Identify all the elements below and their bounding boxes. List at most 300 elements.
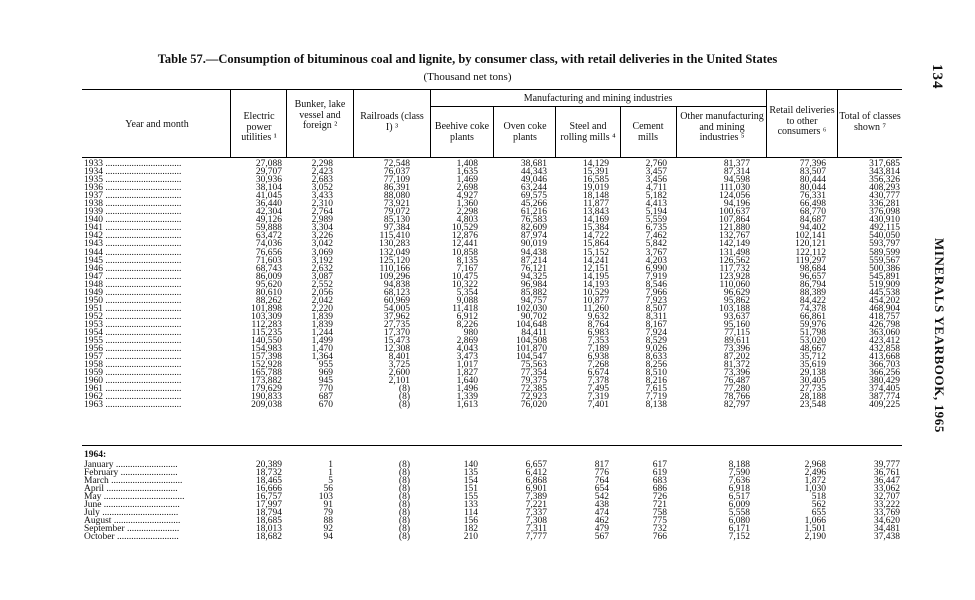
table-cell: (8) bbox=[398, 468, 410, 479]
table-cell: 130,283 bbox=[379, 239, 410, 250]
table-cell: 12,876 bbox=[451, 231, 478, 242]
table-cell: 8,401 bbox=[388, 352, 410, 363]
year-label: 1946 ................................ bbox=[84, 263, 182, 274]
manufacturing-group-rule bbox=[430, 106, 766, 107]
table-cell: 94,438 bbox=[520, 247, 547, 258]
table-cell: 10,322 bbox=[451, 279, 478, 290]
table-cell: 88,389 bbox=[799, 287, 826, 298]
table-cell: 110,166 bbox=[379, 263, 410, 274]
table-cell: 14,129 bbox=[582, 159, 609, 169]
table-cell: 30,405 bbox=[799, 376, 826, 387]
table-cell: 63,244 bbox=[520, 183, 547, 194]
table-cell: 98,684 bbox=[799, 263, 826, 274]
table-cell: 142,149 bbox=[719, 239, 750, 250]
table-cell: 81,377 bbox=[723, 159, 750, 169]
table-cell: 135 bbox=[463, 468, 478, 479]
table-cell: 545,891 bbox=[869, 271, 900, 282]
table-cell: 14,193 bbox=[582, 279, 609, 290]
table-cell: 16,666 bbox=[255, 484, 282, 495]
table-cell: 7,167 bbox=[456, 263, 478, 274]
table-cell: 462 bbox=[594, 516, 609, 527]
table-cell: 33,222 bbox=[873, 500, 900, 511]
table-cell: 5 bbox=[328, 476, 333, 487]
table-cell: 6,990 bbox=[645, 263, 667, 274]
table-cell: 2,056 bbox=[311, 287, 333, 298]
header-year-month: Year and month bbox=[125, 119, 189, 130]
table-cell: 4,927 bbox=[456, 191, 478, 202]
table-cell: 3,725 bbox=[388, 360, 410, 371]
table-cell: 732 bbox=[652, 524, 667, 535]
table-cell: 63,472 bbox=[255, 231, 282, 242]
table-cell: 3,069 bbox=[311, 247, 333, 258]
table-cell: 7,353 bbox=[587, 336, 609, 347]
table-cell: 115,235 bbox=[251, 327, 282, 338]
header-oven: Oven coke plants bbox=[503, 121, 547, 143]
year-labels-column bbox=[84, 160, 181, 409]
table-cell: 38,681 bbox=[520, 159, 547, 169]
table-cell: 80,444 bbox=[799, 175, 826, 186]
table-cell: 80,044 bbox=[799, 183, 826, 194]
table-cell: 140,550 bbox=[251, 336, 282, 347]
table-cell: 2,683 bbox=[311, 175, 333, 186]
table-cell: 101,898 bbox=[251, 303, 282, 314]
table-cell: 445,538 bbox=[869, 287, 900, 298]
table-cell: 92 bbox=[323, 524, 333, 535]
table-title: Table 57.—Consumption of bituminous coal and lignite, by consumer class, with retail deliveries in the United States bbox=[157, 52, 778, 66]
table-cell: 6,868 bbox=[525, 476, 547, 487]
table-cell: 7,152 bbox=[728, 532, 750, 543]
table-cell: 474 bbox=[594, 508, 609, 519]
column-divider bbox=[286, 89, 287, 157]
page-number: 134 bbox=[929, 64, 945, 90]
month-label: January .......................... bbox=[84, 460, 178, 470]
table-cell: 766 bbox=[652, 532, 667, 543]
table-cell: 770 bbox=[318, 384, 333, 395]
table-cell: 72,923 bbox=[520, 392, 547, 403]
month-label: May .................................. bbox=[84, 492, 185, 503]
column-divider bbox=[555, 106, 556, 157]
table-cell: 16,757 bbox=[255, 492, 282, 503]
table-cell: 79,375 bbox=[520, 376, 547, 387]
table-cell: 18,148 bbox=[582, 191, 609, 202]
table-cell: 6,901 bbox=[525, 484, 547, 495]
table-cell: 49,046 bbox=[520, 175, 547, 186]
table-cell: 97,384 bbox=[383, 223, 410, 234]
table-cell: 343,814 bbox=[869, 167, 900, 178]
table-cell: 7,590 bbox=[728, 468, 750, 479]
year-label: 1945 ................................ bbox=[84, 255, 182, 266]
table-cell: 4,803 bbox=[456, 215, 478, 226]
table-cell: 82,609 bbox=[520, 223, 547, 234]
table-cell: 20,389 bbox=[255, 460, 282, 470]
table-cell: 15,152 bbox=[582, 247, 609, 258]
table-cell: 2,764 bbox=[311, 207, 333, 218]
table-cell: 79,072 bbox=[383, 207, 410, 218]
column-divider bbox=[676, 106, 677, 157]
table-cell: 8,764 bbox=[587, 319, 609, 330]
table-cell: 7,268 bbox=[587, 360, 609, 371]
table-cell: 94,402 bbox=[799, 223, 826, 234]
table-cell: 6,912 bbox=[456, 311, 478, 322]
table-cell: 8,510 bbox=[645, 368, 667, 379]
table-subtitle: (Thousand net tons) bbox=[423, 71, 512, 83]
table-cell: 42,304 bbox=[255, 207, 282, 218]
table-cell: 48,667 bbox=[799, 344, 826, 355]
table-cell: 1,496 bbox=[456, 384, 478, 395]
table-cell: 7,615 bbox=[645, 384, 667, 395]
table-cell: 8,135 bbox=[456, 255, 478, 266]
table-cell: 1,499 bbox=[311, 336, 333, 347]
table-cell: 8,507 bbox=[645, 303, 667, 314]
table-cell: 15,864 bbox=[582, 239, 609, 250]
table-cell: 157,398 bbox=[251, 352, 282, 363]
table-cell: 74,036 bbox=[255, 239, 282, 250]
table-cell: 56 bbox=[323, 484, 333, 495]
table-cell: 8,188 bbox=[728, 460, 750, 470]
table-cell: 519,909 bbox=[869, 279, 900, 290]
table-cell: 7,401 bbox=[587, 400, 609, 411]
table-cell: 10,858 bbox=[451, 247, 478, 258]
table-cell: 11,877 bbox=[583, 199, 609, 210]
year-label: 1948 ................................ bbox=[84, 279, 182, 290]
annual-retail-column bbox=[769, 160, 826, 409]
table-cell: 103,188 bbox=[719, 303, 750, 314]
table-cell: 86,391 bbox=[383, 183, 410, 194]
table-cell: 589,599 bbox=[869, 247, 900, 258]
table-cell: 1,030 bbox=[804, 484, 826, 495]
table-cell: 7,919 bbox=[645, 271, 667, 282]
table-cell: 1,501 bbox=[804, 524, 826, 535]
column-divider bbox=[766, 89, 767, 157]
table-cell: 686 bbox=[652, 484, 667, 495]
table-cell: 3,767 bbox=[645, 247, 667, 258]
table-cell: 10,529 bbox=[582, 287, 609, 298]
table-cell: 14,195 bbox=[582, 271, 609, 282]
table-cell: 619 bbox=[652, 468, 667, 479]
year-label: 1963 ................................ bbox=[84, 400, 182, 411]
table-cell: 8,256 bbox=[645, 360, 667, 371]
table-cell: 7,923 bbox=[645, 295, 667, 306]
table-cell: 72,548 bbox=[383, 159, 410, 169]
table-cell: 6,918 bbox=[728, 484, 750, 495]
table-cell: 34,620 bbox=[873, 516, 900, 527]
table-cell: 6,080 bbox=[728, 516, 750, 527]
table-cell: 120,121 bbox=[795, 239, 826, 250]
year-label: 1943 ................................ bbox=[84, 239, 182, 250]
table-cell: 125,120 bbox=[379, 255, 410, 266]
annual-steel-column bbox=[558, 160, 609, 409]
table-cell: 3,456 bbox=[645, 175, 667, 186]
table-cell: 29,138 bbox=[799, 368, 826, 379]
table-cell: 114 bbox=[464, 508, 478, 519]
header-other: Other manufacturing and mining industries ⁵ bbox=[680, 111, 764, 143]
table-cell: 980 bbox=[463, 327, 478, 338]
table-cell: 36,447 bbox=[873, 476, 900, 487]
table-cell: 87,214 bbox=[520, 255, 547, 266]
table-cell: 7,719 bbox=[645, 392, 667, 403]
header-cement: Cement mills bbox=[632, 121, 664, 143]
table-cell: 1,066 bbox=[804, 516, 826, 527]
table-cell: 17,997 bbox=[255, 500, 282, 511]
table-cell: 374,405 bbox=[869, 384, 900, 395]
table-cell: 29,707 bbox=[255, 167, 282, 178]
table-cell: 133 bbox=[463, 500, 478, 511]
table-cell: 9,088 bbox=[456, 295, 478, 306]
table-cell: 15,391 bbox=[582, 167, 609, 178]
column-divider bbox=[353, 89, 354, 157]
table-cell: 10,529 bbox=[451, 223, 478, 234]
table-cell: 2,423 bbox=[311, 167, 333, 178]
table-cell: 66,498 bbox=[799, 199, 826, 210]
table-cell: 562 bbox=[811, 500, 826, 511]
table-cell: 726 bbox=[652, 492, 667, 503]
annual-electric-column bbox=[232, 160, 282, 409]
column-divider bbox=[837, 89, 838, 157]
table-cell: 758 bbox=[652, 508, 667, 519]
table-cell: 54,005 bbox=[383, 303, 410, 314]
table-cell: 91 bbox=[323, 500, 333, 511]
table-cell: 11,418 bbox=[452, 303, 478, 314]
table-cell: 775 bbox=[652, 516, 667, 527]
table-cell: 1 bbox=[328, 460, 333, 470]
table-cell: 1,360 bbox=[456, 199, 478, 210]
year-label: 1940 ................................ bbox=[84, 215, 182, 226]
year-label: 1952 ................................ bbox=[84, 311, 182, 322]
table-cell: 35,619 bbox=[799, 360, 826, 371]
table-cell: 3,226 bbox=[311, 231, 333, 242]
table-cell: 817 bbox=[594, 460, 609, 470]
table-cell: 683 bbox=[652, 476, 667, 487]
table-cell: 9,632 bbox=[587, 311, 609, 322]
table-cell: 28,188 bbox=[799, 392, 826, 403]
table-cell: 4,711 bbox=[645, 183, 667, 194]
column-divider bbox=[230, 89, 231, 157]
table-cell: 2,968 bbox=[804, 460, 826, 470]
table-cell: 74,378 bbox=[799, 303, 826, 314]
table-cell: 53,020 bbox=[799, 336, 826, 347]
table-cell: 7,308 bbox=[525, 516, 547, 527]
table-cell: 4,413 bbox=[645, 199, 667, 210]
table-cell: 2,101 bbox=[388, 376, 410, 387]
monthly-retail-column bbox=[769, 461, 826, 541]
table-cell: 86,794 bbox=[799, 279, 826, 290]
table-cell: 33,769 bbox=[873, 508, 900, 519]
table-cell: 969 bbox=[318, 368, 333, 379]
column-divider bbox=[620, 106, 621, 157]
table-cell: 107,864 bbox=[719, 215, 750, 226]
table-cell: 6,657 bbox=[525, 460, 547, 470]
year-label: 1950 ................................ bbox=[84, 295, 182, 306]
table-cell: 71,603 bbox=[255, 255, 282, 266]
table-cell: 7,319 bbox=[587, 392, 609, 403]
year-label: 1941 ................................ bbox=[84, 223, 182, 234]
year-label: 1934 ................................ bbox=[84, 167, 182, 178]
table-cell: 94,757 bbox=[520, 295, 547, 306]
table-cell: 3,087 bbox=[311, 271, 333, 282]
table-cell: 88,080 bbox=[383, 191, 410, 202]
table-cell: 66,861 bbox=[799, 311, 826, 322]
annual-bottom-rule bbox=[82, 445, 902, 446]
table-cell: 36,440 bbox=[255, 199, 282, 210]
table-cell: 559,567 bbox=[869, 255, 900, 266]
header-manufacturing-group: Manufacturing and mining industries bbox=[523, 93, 673, 104]
annual-beehive-column bbox=[432, 160, 478, 409]
table-cell: 336,281 bbox=[869, 199, 900, 210]
table-cell: 41,045 bbox=[255, 191, 282, 202]
table-cell: 8,167 bbox=[645, 319, 667, 330]
table-cell: 27,735 bbox=[799, 384, 826, 395]
table-cell: 6,009 bbox=[728, 500, 750, 511]
table-cell: 7,311 bbox=[525, 524, 547, 535]
table-cell: (8) bbox=[398, 484, 410, 495]
table-cell: 430,777 bbox=[869, 191, 900, 202]
table-cell: 7,189 bbox=[587, 344, 609, 355]
header-electric: Electric power utilities ¹ bbox=[241, 111, 277, 143]
table-cell: 110,060 bbox=[719, 279, 750, 290]
table-cell: 68,743 bbox=[255, 263, 282, 274]
month-label: August ............................ bbox=[84, 516, 181, 527]
table-cell: 76,121 bbox=[520, 263, 547, 274]
year-label: 1938 ................................ bbox=[84, 199, 182, 210]
table-cell: 109,296 bbox=[379, 271, 410, 282]
table-cell: 7,636 bbox=[728, 476, 750, 487]
table-cell: 77,115 bbox=[724, 327, 750, 338]
table-cell: 96,629 bbox=[723, 287, 750, 298]
table-cell: 540,050 bbox=[869, 231, 900, 242]
table-cell: 542 bbox=[594, 492, 609, 503]
table-cell: 8,226 bbox=[456, 319, 478, 330]
table-cell: 60,969 bbox=[383, 295, 410, 306]
table-cell: 1,408 bbox=[456, 159, 478, 169]
table-cell: 94 bbox=[323, 532, 333, 543]
table-cell: 49,126 bbox=[255, 215, 282, 226]
table-cell: 2,298 bbox=[456, 207, 478, 218]
table-cell: 88,262 bbox=[255, 295, 282, 306]
table-cell: 51,798 bbox=[799, 327, 826, 338]
table-cell: 3,304 bbox=[311, 223, 333, 234]
month-label: July ................................ bbox=[84, 508, 179, 519]
table-cell: 85,882 bbox=[520, 287, 547, 298]
table-cell: 76,020 bbox=[520, 400, 547, 411]
year-label: 1962 ................................ bbox=[84, 392, 182, 403]
year-label: 1951 ................................ bbox=[84, 303, 182, 314]
year-label: 1944 ................................ bbox=[84, 247, 182, 258]
table-cell: 2,496 bbox=[804, 468, 826, 479]
table-cell: 721 bbox=[652, 500, 667, 511]
table-cell: 655 bbox=[811, 508, 826, 519]
table-cell: 376,098 bbox=[869, 207, 900, 218]
table-cell: 500,386 bbox=[869, 263, 900, 274]
table-cell: 6,938 bbox=[587, 352, 609, 363]
table-cell: 15,384 bbox=[582, 223, 609, 234]
table-cell: 18,013 bbox=[255, 524, 282, 535]
table-cell: 518 bbox=[811, 492, 826, 503]
table-cell: 687 bbox=[318, 392, 333, 403]
table-cell: 1 bbox=[328, 468, 333, 479]
table-cell: 10,475 bbox=[451, 271, 478, 282]
table-cell: 776 bbox=[594, 468, 609, 479]
table-cell: 77,354 bbox=[520, 368, 547, 379]
table-cell: 363,060 bbox=[869, 327, 900, 338]
table-cell: 104,648 bbox=[516, 319, 547, 330]
table-cell: 87,974 bbox=[520, 231, 547, 242]
year-label: 1949 ................................ bbox=[84, 287, 182, 298]
table-cell: 2,698 bbox=[456, 183, 478, 194]
year-label: 1959 ................................ bbox=[84, 368, 182, 379]
table-cell: 1,339 bbox=[456, 392, 478, 403]
table-cell: 6,983 bbox=[587, 327, 609, 338]
table-cell: 5,558 bbox=[728, 508, 750, 519]
table-cell: 8,216 bbox=[645, 376, 667, 387]
month-labels-column bbox=[84, 461, 185, 541]
table-cell: 7,389 bbox=[525, 492, 547, 503]
table-cell: 7,337 bbox=[525, 508, 547, 519]
table-cell: 190,833 bbox=[251, 392, 282, 403]
table-cell: 68,770 bbox=[799, 207, 826, 218]
table-cell: 35,712 bbox=[799, 352, 826, 363]
table-cell: 104,508 bbox=[516, 336, 547, 347]
table-cell: 84,422 bbox=[799, 295, 826, 306]
table-cell: 2,190 bbox=[804, 532, 826, 543]
table-cell: 88 bbox=[323, 516, 333, 527]
table-cell: 3,192 bbox=[311, 255, 333, 266]
table-cell: 7,924 bbox=[645, 327, 667, 338]
table-cell: 7,221 bbox=[525, 500, 547, 511]
table-cell: 96,657 bbox=[799, 271, 826, 282]
table-cell: 76,583 bbox=[520, 215, 547, 226]
table-cell: 89,611 bbox=[724, 336, 750, 347]
header-top-rule bbox=[82, 89, 902, 90]
table-cell: 617 bbox=[652, 460, 667, 470]
table-cell: 18,685 bbox=[255, 516, 282, 527]
table-cell: 77,396 bbox=[799, 159, 826, 169]
monthly-steel-column bbox=[558, 461, 609, 541]
monthly-oven-column bbox=[496, 461, 547, 541]
table-cell: 380,429 bbox=[869, 376, 900, 387]
table-cell: 123,928 bbox=[719, 271, 750, 282]
table-cell: (8) bbox=[398, 500, 410, 511]
table-cell: 73,396 bbox=[723, 344, 750, 355]
table-cell: 18,682 bbox=[255, 532, 282, 543]
table-cell: 77,109 bbox=[383, 175, 410, 186]
table-cell: 18,465 bbox=[255, 476, 282, 487]
table-cell: 82,797 bbox=[723, 400, 750, 411]
table-cell: 72,385 bbox=[520, 384, 547, 395]
table-cell: 140 bbox=[463, 460, 478, 470]
table-cell: 36,761 bbox=[873, 468, 900, 479]
table-cell: 8,138 bbox=[645, 400, 667, 411]
table-cell: (8) bbox=[398, 476, 410, 487]
year-label: 1947 ................................ bbox=[84, 271, 182, 282]
table-cell: (8) bbox=[398, 532, 410, 543]
table-cell: 59,888 bbox=[255, 223, 282, 234]
table-cell: 1,640 bbox=[456, 376, 478, 387]
table-cell: 23,548 bbox=[799, 400, 826, 411]
table-cell: 3,473 bbox=[456, 352, 478, 363]
year-label: 1937 ................................ bbox=[84, 191, 182, 202]
year-label: 1936 ................................ bbox=[84, 183, 182, 194]
table-cell: 85,130 bbox=[383, 215, 410, 226]
table-cell: 4,203 bbox=[645, 255, 667, 266]
table-cell: 5,354 bbox=[456, 287, 478, 298]
header-bunker: Bunker, lake vessel and foreign ² bbox=[294, 99, 346, 131]
table-cell: 426,798 bbox=[869, 319, 900, 330]
table-cell: 12,151 bbox=[582, 263, 609, 274]
table-cell: 37,438 bbox=[873, 532, 900, 543]
table-cell: 17,370 bbox=[383, 327, 410, 338]
table-cell: 121,880 bbox=[719, 223, 750, 234]
table-cell: 16,585 bbox=[582, 175, 609, 186]
